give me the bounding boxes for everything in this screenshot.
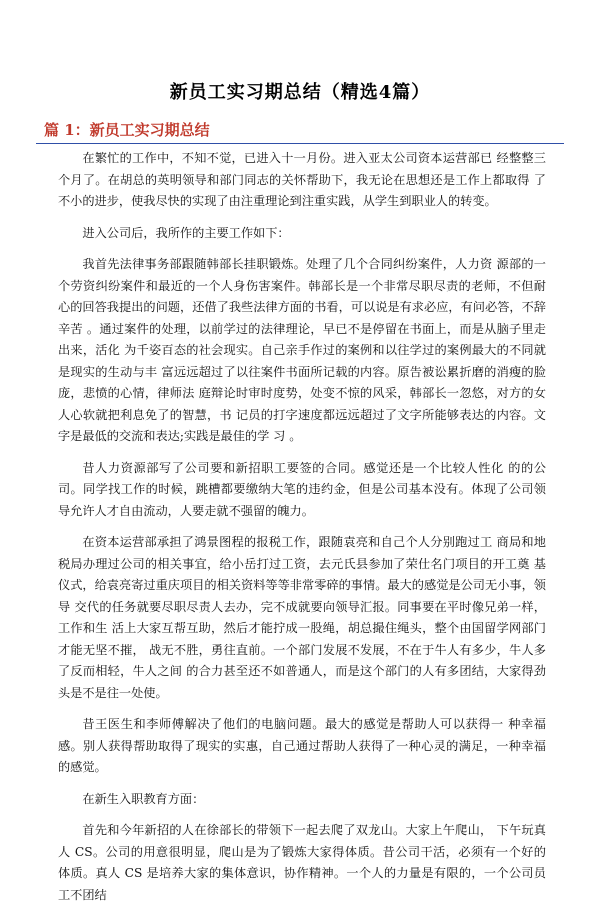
- paragraph-6: 昔王医生和李师傅解决了他们的电脑问题。最大的感觉是帮助人可以获得一 种幸福感。别人获得帮助取得了现实的实惠，自己通过帮助人获得了一种心灵的满足，一种幸福 的感觉。: [58, 717, 546, 774]
- paragraph-1: 在繁忙的工作中，不知不觉，已进入十一月份。进入亚太公司资本运营部已 经整整三个月了。在胡总的英明领导和部门同志的关怀帮助下，我无论在思想还是工作上都取得 了不小的进步，使我尽快的实现了由注重理论到注重实践，从学生到职业人的转变。: [58, 151, 546, 208]
- paragraph-4: 昔人力资源部写了公司要和新招职工要签的合同。感觉还是一个比较人性化 的的公司。同学找工作的时候，跳槽都要缴纳大笔的违约金，但是公司基本没有。体现了公司领 导允许人才自由流动，人要走就不强留的魄力。: [58, 460, 546, 518]
- section-heading: 篇 1：新员工实习期总结: [44, 121, 210, 139]
- section-divider: [36, 143, 564, 144]
- paragraph-7: 在新生入职教育方面：: [82, 791, 205, 806]
- document-title: 新员工实习期总结（精选4篇）: [169, 82, 431, 103]
- paragraph-5: 在资本运营部承担了鸿景图程的报税工作，跟随袁亮和自己个人分别跑过工 商局和地税局办理过公司的相关事宜，给小岳打过工资，去元氏县参加了荣仕名门项目的开工奠 基仪式，给袁亮寄过重庆项目的相关资料等等非常零碎的事情。最大的感觉是公司无小事，领导 交代的任务就要尽职尽责人去办，完不成就要向领导汇报。同事要在平时像兄弟一样，工作和生 活上大家互帮互助，然后才能拧成一股绳，胡总撮住绳头，整个由国留学网部门才能无坚不摧， 战无不胜，勇往直前。一个部门发展不发展，不在于牛人有多少，牛人多了反而相轻，牛人之间 的合力甚至还不如普通人，而是这个部门的人有多团结，大家得劲头是不是往一处使。: [58, 535, 546, 700]
- paragraph-8: 首先和今年新招的人在徐部长的带领下一起去爬了双龙山。大家上午爬山， 下午玩真人 CS。公司的用意很明显，爬山是为了锻炼大家得体质。昔公司干活，必须有一个好的 体质。真人 CS 是培养大家的集体意识，协作精神。一个人的力量是有限的，一个公司员工不团结: [58, 823, 546, 902]
- paragraph-3: 我首先法律事务部跟随韩部长挂职锻炼。处理了几个合同纠纷案件，人力资 源部的一个劳资纠纷案件和最近的一个人身伤害案件。韩部长是一个非常尽职尽责的老师，不但耐 心的回答我提出的问题，还借了我些法律方面的书看，可以说是有求必应，有问必答，不辞辛苦 。通过案件的处理，以前学过的法律理论，早已不是停留在书面上，而是从脑子里走出来，活化 为千姿百态的社会现实。自己亲手作过的案例和以往学过的案例最大的不同就是现实的生动与丰 富远远超过了以往案件书面所记载的内容。原告被讼累折磨的消瘦的脸庞，悲愤的心情，律师法 庭辩论时审时度势，处变不惊的风采，韩部长一忽悠，对方的女人心软就把利息免了的智慧，书 记员的打字速度都远远超过了文字所能够表达的内容。文字是最低的交流和表达;实践是最佳的学 习 。: [58, 257, 546, 443]
- document-body: [58, 148, 546, 916]
- paragraph-2: 进入公司后，我所作的主要工作如下：: [82, 225, 290, 240]
